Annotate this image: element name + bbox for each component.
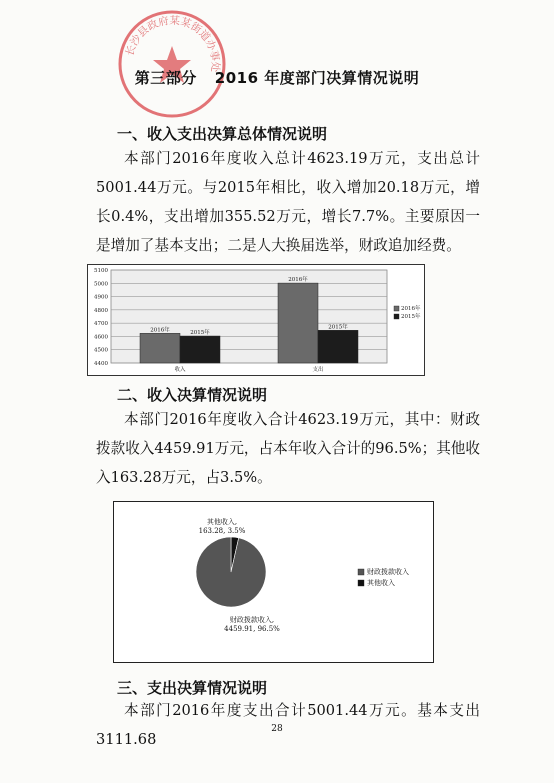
y-tick-label: 4400 [94, 361, 108, 367]
part-title: 2016 年度部门决算情况说明 [214, 69, 420, 87]
legend-swatch [358, 569, 364, 575]
bar [278, 283, 318, 363]
legend-label: 2016年 [401, 306, 421, 312]
part-label: 第三部分 [134, 69, 197, 87]
pie-chart-frame [113, 501, 434, 663]
official-seal [116, 8, 228, 120]
legend-swatch [358, 580, 364, 586]
y-tick-label: 5100 [94, 268, 108, 274]
pie-chart [114, 502, 433, 662]
section-heading-1: 一、收入支出决算总体情况说明 [117, 125, 328, 143]
section-text-1: 本部门2016年度收入总计4623.19万元，支出总计5001.44万元。与2015年相比，收入增加20.18万元，增长0.4%，支出增加355.52万元，增长7.7%。主要原因一是增加了基本支出；二是人大换届选举，财政追加经费。 [96, 150, 480, 254]
section-heading-3: 三、支出决算情况说明 [117, 679, 268, 697]
y-tick-label: 4900 [94, 294, 108, 301]
x-tick-label: 收入 [174, 367, 186, 373]
bar-data-label: 2015年 [190, 330, 210, 337]
page-title [0, 67, 554, 88]
legend-swatch [394, 306, 399, 311]
bar [318, 330, 358, 363]
bar [180, 336, 220, 363]
pie-data-label: 163.28, 3.5% [198, 527, 246, 535]
legend-swatch [394, 314, 399, 319]
section-text-2: 本部门2016年度收入合计4623.19万元，其中：财政拨款收入4459.91万元，占本年收入合计的96.5%；其他收入163.28万元，占3.5%。 [96, 411, 480, 486]
pie-slice [196, 537, 266, 607]
legend-label: 2015年 [401, 314, 421, 320]
pie-data-label: 其他收入, [206, 518, 238, 526]
y-tick-label: 4800 [94, 307, 108, 314]
x-tick-label: 支出 [312, 367, 324, 373]
svg-text:长沙县政府某某街道办事处: 长沙县政府某某街道办事处 [123, 14, 222, 73]
pie-data-label: 4459.91, 96.5% [224, 625, 280, 633]
bar-data-label: 2016年 [288, 277, 308, 284]
section-heading-2: 二、收入决算情况说明 [117, 386, 268, 404]
legend-label: 财政拨款收入 [367, 568, 409, 576]
bar [140, 333, 180, 363]
y-tick-label: 4500 [94, 347, 108, 354]
y-tick-label: 4700 [94, 321, 108, 328]
y-tick-label: 4600 [94, 334, 108, 341]
pie-data-label: 财政拨款收入, [229, 616, 275, 624]
section-text-3: 本部门2016年度支出合计5001.44万元。基本支出3111.68 [96, 702, 480, 748]
legend-label: 其他收入 [367, 579, 395, 587]
bar-data-label: 2016年 [150, 327, 170, 334]
bar-data-label: 2015年 [328, 324, 348, 331]
bar-chart [87, 264, 425, 376]
page-number: 28 [271, 724, 283, 734]
y-tick-label: 5000 [94, 281, 108, 288]
